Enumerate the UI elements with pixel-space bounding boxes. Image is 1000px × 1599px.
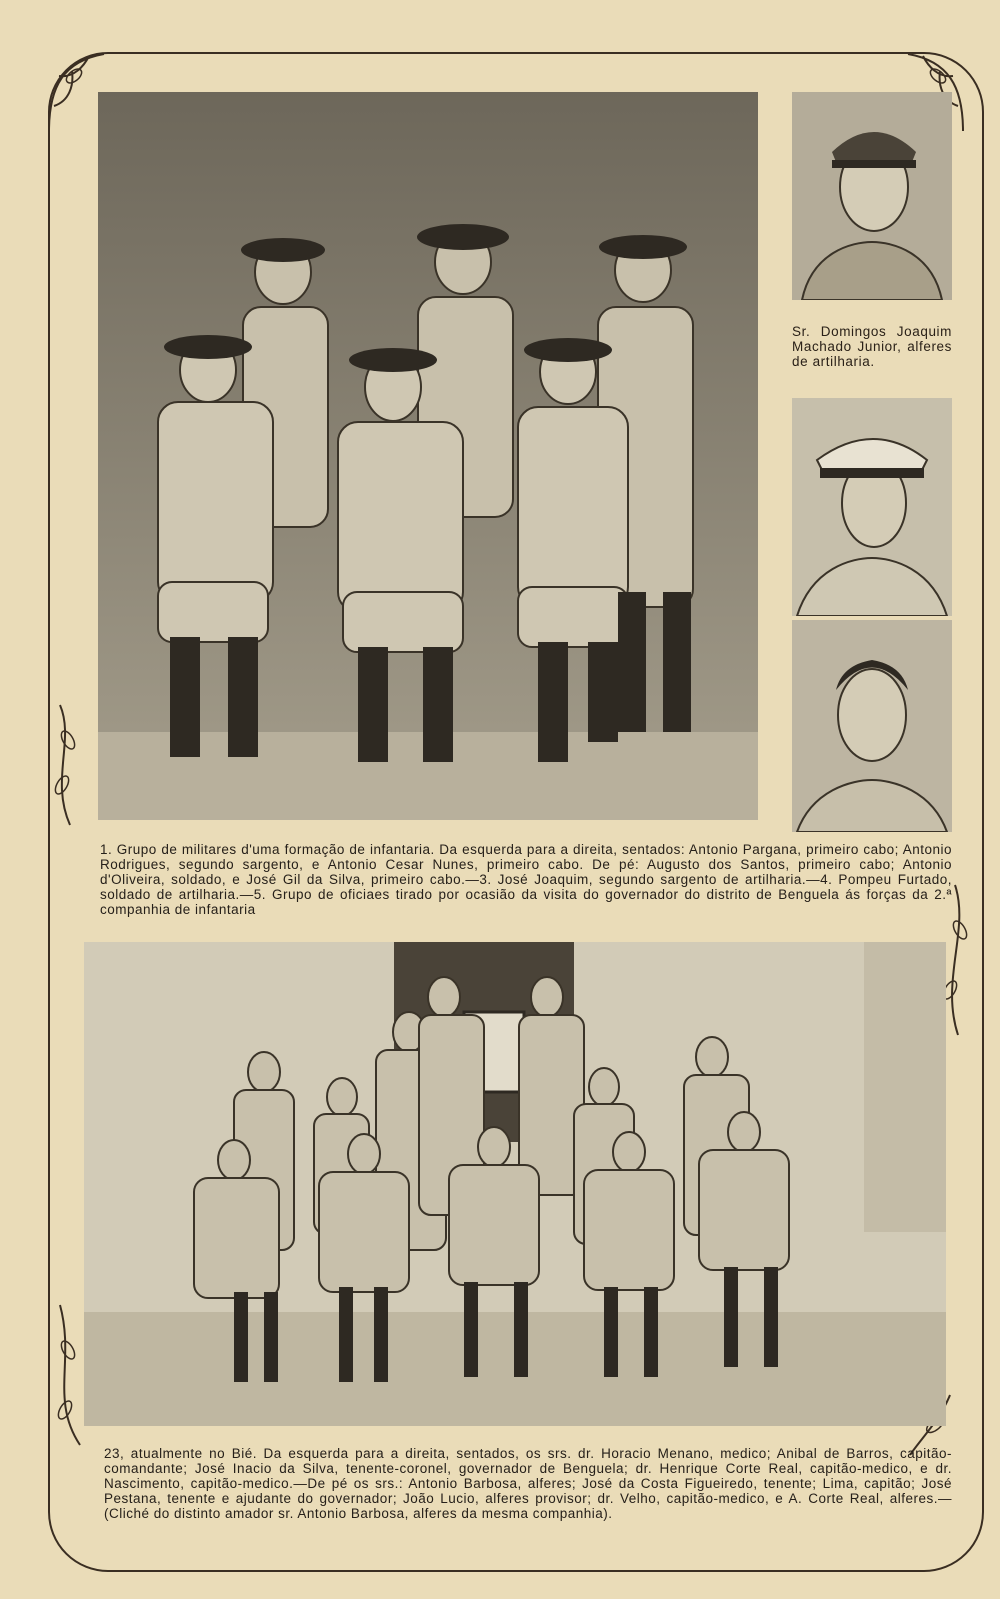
caption-top: 1. Grupo de militares d'uma formação de infantaria. Da esquerda para a direita, sentados: Antonio Pargana, primeiro cabo; Antonio Rodrigues, segundo sargento, e Antonio Cesar Nunes, primeiro cabo. De pé: Augusto dos Santos, primeiro cabo; Antonio d'Oliveira, soldado, e José Gil da Silva, primeiro cabo.—3. José Joaquim, segundo sargento de artilharia.—4. Pompeu Furtado, soldado de artilharia.—5. Grupo de oficiaes tirado por ocasião da visita do governador do distrito de Benguela ás forças da 2.ª companhia de infantaria <box>100 842 952 917</box>
portrait-caption: Sr. Domingos Joaquim Machado Junior, alferes de artilharia. <box>792 324 952 369</box>
caption-bottom: 23, atualmente no Bié. Da esquerda para a direita, sentados, os srs. dr. Horacio Menano, medico; Anibal de Barros, capitão-comandante; José Inacio da Silva, tenente-coronel, governador de Benguela; dr. Henrique Corte Real, capitão-medico, e dr. Nascimento, capitão-medico.—De pé os srs.: Antonio Barbosa, alferes; José da Costa Figueiredo, tenente; Lima, capitão; José Pestana, tenente e ajudante do governador; João Lucio, alferes provisor; dr. Velho, capitão-medico, e A. Corte Real, alferes.—(Cliché do distinto amador sr. Antonio Barbosa, alferes da mesma companhia). <box>104 1446 952 1521</box>
portrait-artillery-sergeant <box>792 398 952 616</box>
portrait-artillery-soldier <box>792 620 952 832</box>
portrait-domingos <box>792 92 952 300</box>
group-photo <box>98 92 758 820</box>
officers-photo <box>84 942 946 1426</box>
